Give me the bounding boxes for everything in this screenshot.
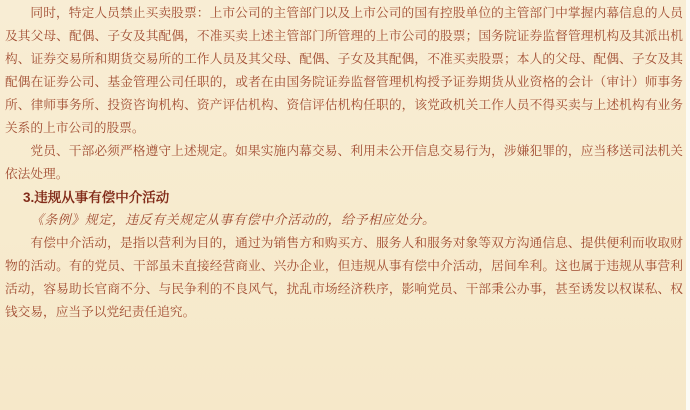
paragraph-paid-intermediary-explanation: 有偿中介活动，是指以营利为目的，通过为销售方和购买方、服务人和服务对象等双方沟通信息、提供便利而收取财物的活动。有的党员、干部虽未直接经营商业、兴办企业，但违规从事有偿中介活动，居间牟利。这也属于违规从事营利活动，容易助长官商不分、与民争利的不良风气，扰乱市场经济秩序，影响党员、干部秉公办事，甚至诱发以权谋私、权钱交易，应当予以党纪责任追究。 — [5, 235, 683, 319]
page-edge-strip — [686, 0, 690, 410]
article-body — [5, 2, 683, 324]
section-heading-paid-intermediary: 3.违规从事有偿中介活动 — [23, 189, 170, 205]
paragraph-stock-trading-ban: 同时，特定人员禁止买卖股票：上市公司的主管部门以及上市公司的国有控股单位的主管部门中掌握内幕信息的人员及其父母、配偶、子女及其配偶，不准买卖上述主管部门所管理的上市公司的股票；国务院证券监督管理机构及其派出机构、证券交易所和期货交易所的工作人员及其父母、配偶、子女及其配偶，不准买卖股票；本人的父母、配偶、子女及其配偶在证券公司、基金管理公司任职的，或者在由国务院证券监督管理机构授予证券期货从业资格的会计（审计）师事务所、律师事务所、投资咨询机构、资产评估机构、资信评估机构任职的，该党政机关工作人员不得买卖与上述机构有业务关系的上市公司的股票。 — [5, 5, 683, 135]
paragraph-discipline-warning: 党员、干部必须严格遵守上述规定。如果实施内幕交易、利用未公开信息交易行为，涉嫌犯罪的，应当移送司法机关依法处理。 — [5, 143, 683, 181]
quote-regulation-provision: 《条例》规定，违反有关规定从事有偿中介活动的，给予相应处分。 — [30, 212, 436, 228]
